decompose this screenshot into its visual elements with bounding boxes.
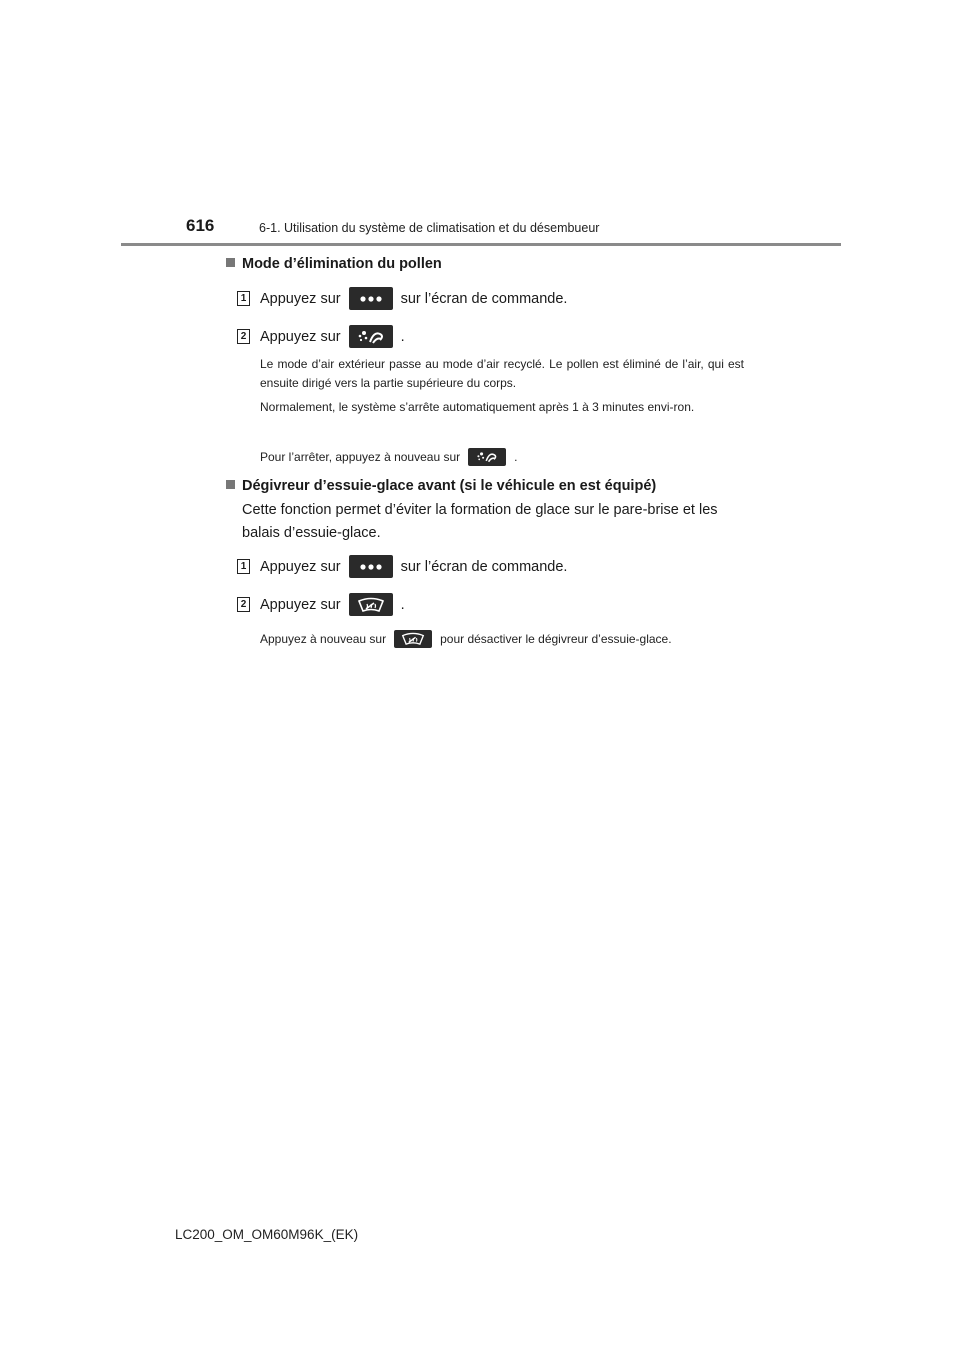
ellipsis-icon[interactable] — [349, 287, 393, 310]
square-bullet-icon — [226, 480, 235, 489]
pollen-note-recycle: Le mode d’air extérieur passe au mode d’air recyclé. Le pollen est éliminé de l’air, qui est ensuite dirigé vers la partie supérieure du corps. — [260, 357, 744, 390]
square-bullet-icon — [226, 258, 235, 267]
wiper-description: Cette fonction permet d’éviter la formation de glace sur le pare-brise et les balais d’essuie-glace. — [242, 502, 718, 541]
wiper-deicer-icon[interactable] — [349, 593, 393, 616]
header-rule — [121, 243, 841, 246]
wiper-step-1: 1 Appuyez sur sur l’écran de commande. — [237, 555, 567, 578]
step-number: 2 — [237, 597, 250, 612]
wiper-deicer-icon[interactable] — [394, 630, 432, 648]
wiper-note: Appuyez à nouveau sur pour désactiver le dégivreur d’essuie-glace. — [260, 632, 672, 646]
pollen-step-2: 2 Appuyez sur . — [237, 325, 405, 348]
chapter-title: 6-1. Utilisation du système de climatisation et du désembueur — [259, 221, 600, 235]
wiper-step-2: 2 Appuyez sur . — [237, 593, 405, 616]
step-number: 2 — [237, 329, 250, 344]
pollen-step-1: 1 Appuyez sur sur l’écran de commande. — [237, 287, 567, 310]
pollen-note-stop: Pour l’arrêter, appuyez à nouveau sur . — [260, 450, 518, 464]
document-code: LC200_OM_OM60M96K_(EK) — [175, 1227, 359, 1242]
pollen-mode-icon[interactable] — [349, 325, 393, 348]
pollen-mode-icon[interactable] — [468, 448, 506, 466]
step-number: 1 — [237, 291, 250, 306]
page-number: 616 — [186, 216, 215, 235]
ellipsis-icon[interactable] — [349, 555, 393, 578]
pollen-note-auto-stop: Normalement, le système s’arrête automatiquement après 1 à 3 minutes envi-ron. — [260, 400, 695, 414]
pollen-heading: Mode d’élimination du pollen — [226, 256, 442, 272]
step-number: 1 — [237, 559, 250, 574]
wiper-heading: Dégivreur d’essuie-glace avant (si le véhicule en est équipé) — [226, 478, 656, 494]
